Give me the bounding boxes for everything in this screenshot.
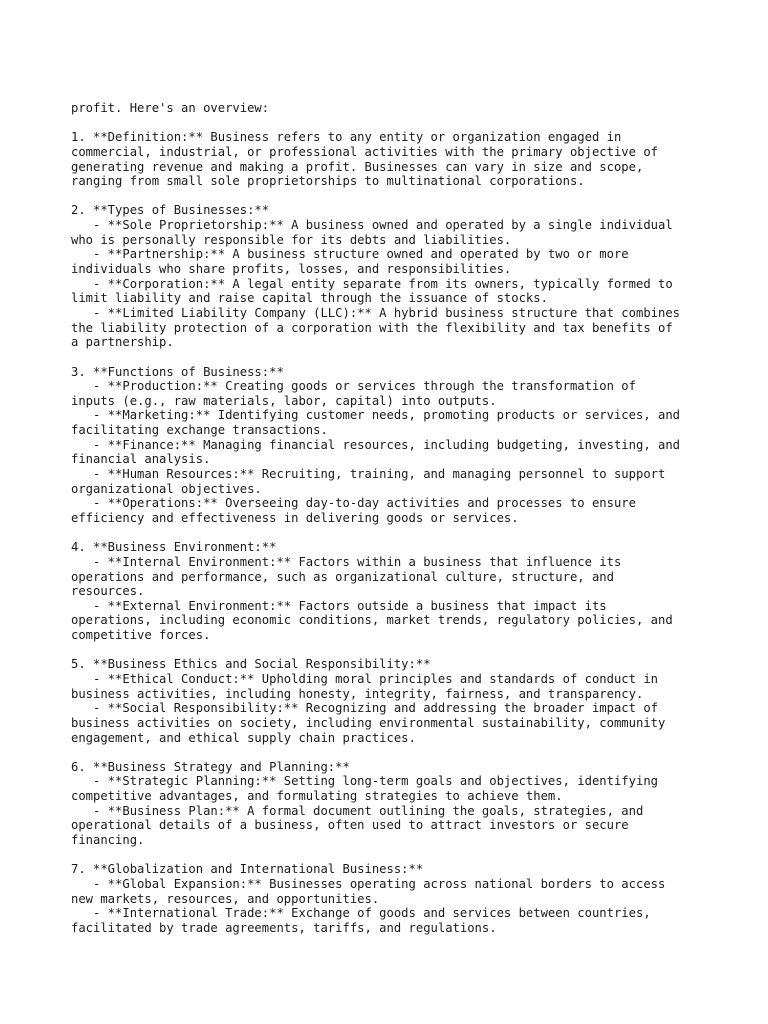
text-line: - **Corporation:** A legal entity separate from its owners, typically formed to: [71, 276, 673, 291]
text-line: financing.: [71, 833, 145, 848]
blank-line: [71, 526, 751, 541]
text-line: - **Internal Environment:** Factors within a business that influence its: [71, 554, 622, 569]
text-line: business activities on society, including environmental sustainability, community: [71, 715, 666, 730]
text-line: ranging from small sole proprietorships to multinational corporations.: [71, 174, 585, 189]
text-line: commercial, industrial, or professional activities with the primary objective of: [71, 144, 658, 159]
blank-line: [71, 350, 751, 365]
text-line: 1. **Definition:** Business refers to any entity or organization engaged in: [71, 130, 622, 145]
text-line: - **Business Plan:** A formal document outlining the goals, strategies, and: [71, 803, 644, 818]
text-line: operations and performance, such as organizational culture, structure, and: [71, 569, 614, 584]
text-line: - **Ethical Conduct:** Upholding moral principles and standards of conduct in: [71, 671, 658, 686]
text-line: a partnership.: [71, 335, 174, 350]
text-line: - **Human Resources:** Recruiting, training, and managing personnel to support: [71, 467, 666, 482]
text-line: 6. **Business Strategy and Planning:**: [71, 759, 350, 774]
text-line: facilitating exchange transactions.: [71, 423, 328, 438]
text-line: - **External Environment:** Factors outside a business that impact its: [71, 598, 607, 613]
text-line: inputs (e.g., raw materials, labor, capital) into outputs.: [71, 393, 497, 408]
text-line: efficiency and effectiveness in delivering goods or services.: [71, 510, 519, 525]
blank-line: [71, 116, 751, 131]
text-line: profit. Here's an overview:: [71, 101, 270, 115]
text-line: operational details of a business, often used to attract investors or secure: [71, 818, 629, 833]
text-line: - **Social Responsibility:** Recognizing and addressing the broader impact of: [71, 701, 658, 716]
text-line: 3. **Functions of Business:**: [71, 364, 284, 379]
blank-line: [71, 189, 751, 204]
text-line: facilitated by trade agreements, tariffs, and regulations.: [71, 920, 497, 935]
text-line: - **International Trade:** Exchange of goods and services between countries,: [71, 906, 651, 921]
text-line: financial analysis.: [71, 452, 211, 467]
text-line: operations, including economic conditions, market trends, regulatory policies, and: [71, 613, 673, 628]
document-page: [71, 101, 751, 936]
text-line: - **Production:** Creating goods or services through the transformation of: [71, 379, 636, 394]
text-line: - **Strategic Planning:** Setting long-term goals and objectives, identifying: [71, 774, 658, 789]
text-line: competitive forces.: [71, 628, 211, 643]
text-line: - **Finance:** Managing financial resources, including budgeting, investing, and: [71, 437, 681, 452]
text-line: new markets, resources, and opportunities.: [71, 891, 380, 906]
text-line: - **Global Expansion:** Businesses operating across national borders to access: [71, 876, 666, 891]
text-line: organizational objectives.: [71, 481, 262, 496]
text-line: individuals who share profits, losses, and responsibilities.: [71, 262, 512, 277]
text-line: who is personally responsible for its debts and liabilities.: [71, 232, 512, 247]
text-line: 2. **Types of Businesses:**: [71, 203, 270, 218]
blank-line: [71, 848, 751, 863]
text-line: - **Sole Proprietorship:** A business owned and operated by a single individual: [71, 218, 673, 233]
text-line: - **Operations:** Overseeing day-to-day activities and processes to ensure: [71, 496, 636, 511]
text-line: generating revenue and making a profit. Businesses can vary in size and scope,: [71, 159, 644, 174]
text-line: - **Marketing:** Identifying customer needs, promoting products or services, and: [71, 408, 681, 423]
text-line: 7. **Globalization and International Business:**: [71, 862, 424, 877]
text-line: competitive advantages, and formulating strategies to achieve them.: [71, 789, 563, 804]
text-line: resources.: [71, 584, 145, 599]
text-line: 5. **Business Ethics and Social Responsibility:**: [71, 657, 431, 672]
text-line: limit liability and raise capital through the issuance of stocks.: [71, 291, 548, 306]
text-line: engagement, and ethical supply chain practices.: [71, 730, 416, 745]
text-line: 4. **Business Environment:**: [71, 540, 277, 555]
text-line: business activities, including honesty, integrity, fairness, and transparency.: [71, 686, 644, 701]
blank-line: [71, 745, 751, 760]
blank-line: [71, 643, 751, 658]
text-line: - **Limited Liability Company (LLC):** A hybrid business structure that combines: [71, 305, 681, 320]
text-line: the liability protection of a corporation with the flexibility and tax benefits of: [71, 320, 673, 335]
text-line: - **Partnership:** A business structure owned and operated by two or more: [71, 247, 629, 262]
